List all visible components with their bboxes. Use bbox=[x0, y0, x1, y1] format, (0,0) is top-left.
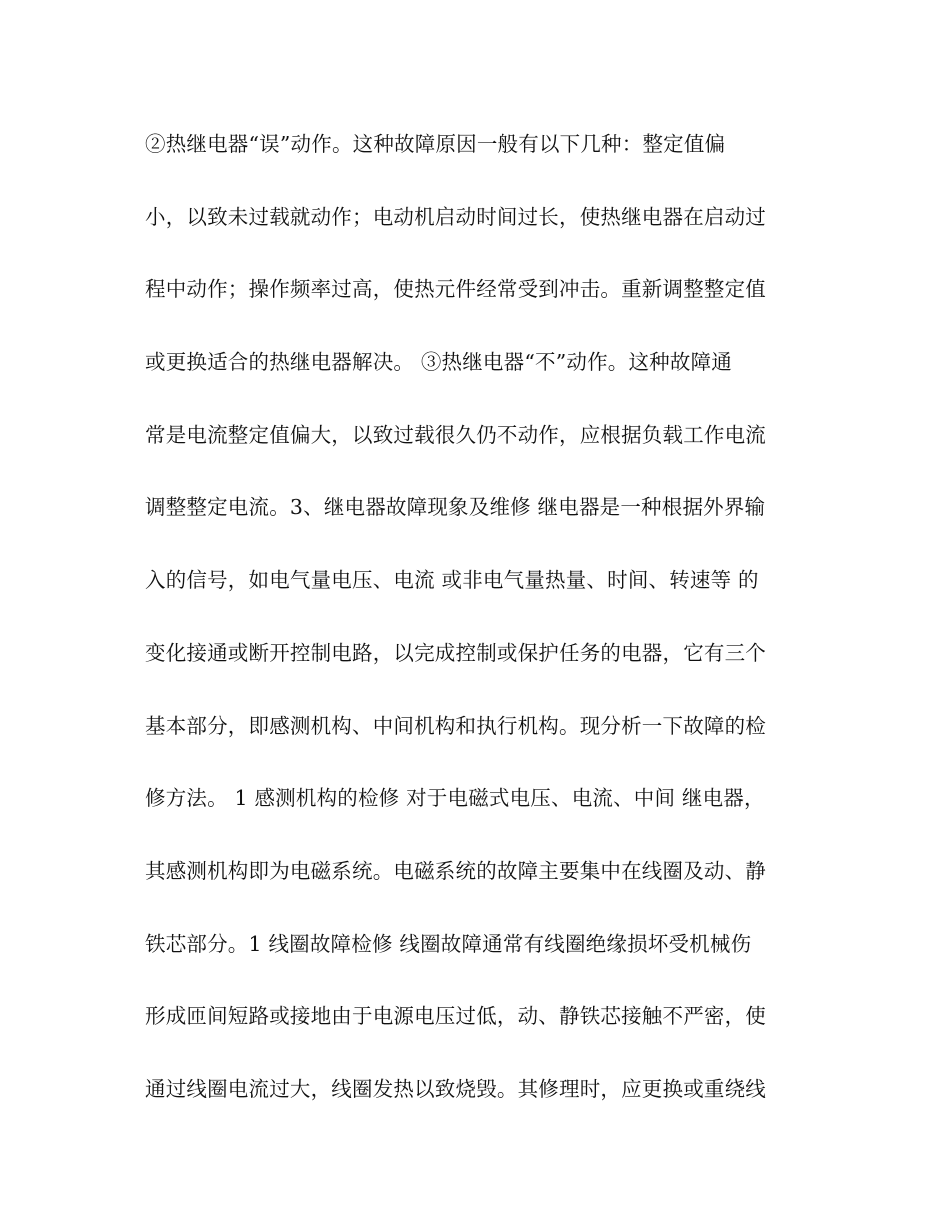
text-line: 常是电流整定值偏大，以致过载很久仍不动作，应根据负载工作电流 bbox=[145, 422, 766, 447]
text-line: 基本部分，即感测机构、中间机构和执行机构。现分析一下故障的检 bbox=[145, 713, 766, 738]
text-line: 其感测机构即为电磁系统。电磁系统的故障主要集中在线圈及动、静 bbox=[145, 858, 766, 883]
text-line: 变化接通或断开控制电路，以完成控制或保护任务的电器，它有三个 bbox=[145, 640, 766, 665]
text-line: 入的信号，如电气量电压、电流 或非电气量热量、时间、转速等 的 bbox=[145, 568, 759, 593]
text-line: 修方法。 1 感测机构的检修 对于电磁式电压、电流、中间 继电器， bbox=[145, 786, 765, 811]
body-text bbox=[145, 120, 815, 1138]
text-line: 小，以致未过载就动作；电动机启动时间过长，使热继电器在启动过 bbox=[145, 204, 766, 229]
text-line: 调整整定电流。3、继电器故障现象及维修 继电器是一种根据外界输 bbox=[145, 495, 766, 520]
text-line: ②热继电器“误”动作。这种故障原因一般有以下几种：整定值偏 bbox=[145, 132, 726, 156]
text-line: 形成匝间短路或接地由于电源电压过低，动、静铁芯接触不严密，使 bbox=[145, 1004, 766, 1029]
text-line: 或更换适合的热继电器解决。 ③热继电器“不”动作。这种故障通 bbox=[145, 350, 732, 375]
text-line: 铁芯部分。1 线圈故障检修 线圈故障通常有线圈绝缘损坏受机械伤 bbox=[145, 931, 752, 956]
text-line: 通过线圈电流过大，线圈发热以致烧毁。其修理时，应更换或重绕线 bbox=[145, 1076, 766, 1101]
text-line: 程中动作；操作频率过高，使热元件经常受到冲击。重新调整整定值 bbox=[145, 277, 766, 302]
